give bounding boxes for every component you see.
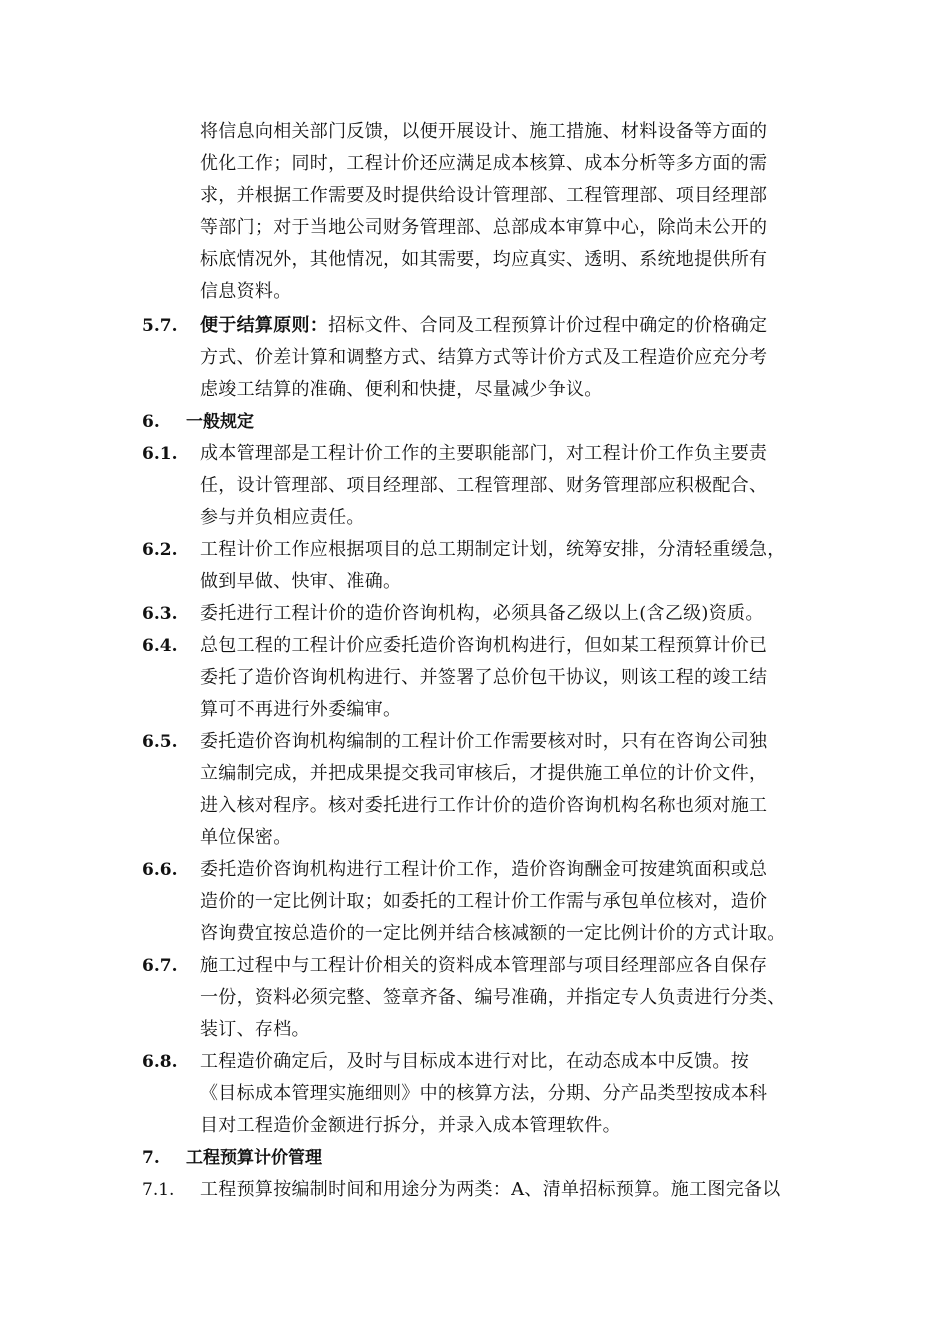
clause-number: 7.1. — [142, 1180, 175, 1200]
text-line: 成本管理部是工程计价工作的主要职能部门，对工程计价工作负主要责 — [200, 443, 768, 464]
section-number: 6. — [142, 412, 160, 432]
section-heading-6 — [142, 406, 254, 438]
text-line: 任，设计管理部、项目经理部、工程管理部、财务管理部应积极配合、 — [200, 475, 768, 496]
text-line: 工程造价确定后，及时与目标成本进行对比，在动态成本中反馈。按 — [200, 1051, 749, 1072]
clause-number: 6.2. — [142, 540, 178, 560]
text-line: 方式、价差计算和调整方式、结算方式等计价方式及工程造价应充分考 — [200, 347, 768, 368]
section-heading-7 — [142, 1142, 322, 1174]
section-title: 一般规定 — [186, 412, 254, 432]
text-line: 总包工程的工程计价应委托造价咨询机构进行，但如某工程预算计价已 — [200, 635, 768, 656]
clause-number: 6.1. — [142, 444, 178, 464]
clause-body — [200, 854, 832, 950]
text-line: 求，并根据工作需要及时提供给设计管理部、工程管理部、项目经理部 — [200, 185, 768, 206]
clause-number: 6.7. — [142, 956, 178, 976]
text-line: 咨询费宜按总造价的一定比例并结合核减额的一定比例计价的方式计取。 — [200, 923, 786, 944]
clause-number: 5.7. — [142, 316, 178, 336]
text-line: 装订、存档。 — [200, 1019, 310, 1040]
text-line: 优化工作；同时，工程计价还应满足成本核算、成本分析等多方面的需 — [200, 153, 768, 174]
clause-body — [200, 950, 832, 1046]
clause-number: 6.5. — [142, 732, 178, 752]
continuation-paragraph — [200, 116, 820, 308]
text-line: 造价的一定比例计取；如委托的工程计价工作需与承包单位核对，造价 — [200, 891, 768, 912]
text-line: 一份，资料必须完整、签章齐备、编号准确，并指定专人负责进行分类、 — [200, 987, 786, 1008]
text-line: 等部门；对于当地公司财务管理部、总部成本审算中心，除尚未公开的 — [200, 217, 768, 238]
text-line: 做到早做、快审、准确。 — [200, 571, 402, 592]
text-line: 虑竣工结算的准确、便利和快捷，尽量减少争议。 — [200, 379, 603, 400]
text-line: 参与并负相应责任。 — [200, 507, 365, 528]
section-number: 7. — [142, 1148, 160, 1168]
text-line: 标底情况外，其他情况，如其需要，均应真实、透明、系统地提供所有 — [200, 249, 768, 270]
text-line: 委托进行工程计价的造价咨询机构，必须具备乙级以上(含乙级)资质。 — [200, 603, 764, 624]
text-line: 委托造价咨询机构进行工程计价工作，造价咨询酬金可按建筑面积或总 — [200, 859, 768, 880]
clause-body — [200, 310, 832, 406]
text-line: 进入核对程序。核对委托进行工作计价的造价咨询机构名称也须对施工 — [200, 795, 768, 816]
text-line: 工程计价工作应根据项目的总工期制定计划，统筹安排，分清轻重缓急， — [200, 539, 786, 560]
text-line: 委托造价咨询机构编制的工程计价工作需要核对时，只有在咨询公司独 — [200, 731, 768, 752]
clause-number: 6.8. — [142, 1052, 178, 1072]
clause-body — [200, 438, 832, 534]
text-line: 算可不再进行外委编审。 — [200, 699, 402, 720]
clause-body — [200, 534, 832, 598]
text-line: 《目标成本管理实施细则》中的核算方法，分期、分产品类型按成本科 — [200, 1083, 768, 1104]
clause-number: 6.4. — [142, 636, 178, 656]
text-line: 委托了造价咨询机构进行、并签署了总价包干协议，则该工程的竣工结 — [200, 667, 768, 688]
clause-body — [200, 598, 832, 630]
text-line: 工程预算按编制时间和用途分为两类：A、清单招标预算。施工图完备以 — [200, 1179, 781, 1200]
clause-body — [200, 726, 832, 854]
clause-body — [200, 1046, 832, 1142]
text-line: 施工过程中与工程计价相关的资料成本管理部与项目经理部应各自保存 — [200, 955, 768, 976]
clause-title: 便于结算原则： — [200, 315, 329, 336]
text-line: 信息资料。 — [200, 281, 292, 302]
text-line: 单位保密。 — [200, 827, 292, 848]
clause-number: 6.6. — [142, 860, 178, 880]
section-title: 工程预算计价管理 — [186, 1148, 322, 1168]
text-line: 便于结算原则：招标文件、合同及工程预算计价过程中确定的价格确定 — [200, 315, 768, 336]
clause-body — [200, 1174, 832, 1206]
text-line: 目对工程造价金额进行拆分，并录入成本管理软件。 — [200, 1115, 621, 1136]
clause-number: 6.3. — [142, 604, 178, 624]
clause-body — [200, 630, 832, 726]
text-line: 将信息向相关部门反馈，以便开展设计、施工措施、材料设备等方面的 — [200, 121, 768, 142]
text-line: 立编制完成，并把成果提交我司审核后，才提供施工单位的计价文件， — [200, 763, 768, 784]
